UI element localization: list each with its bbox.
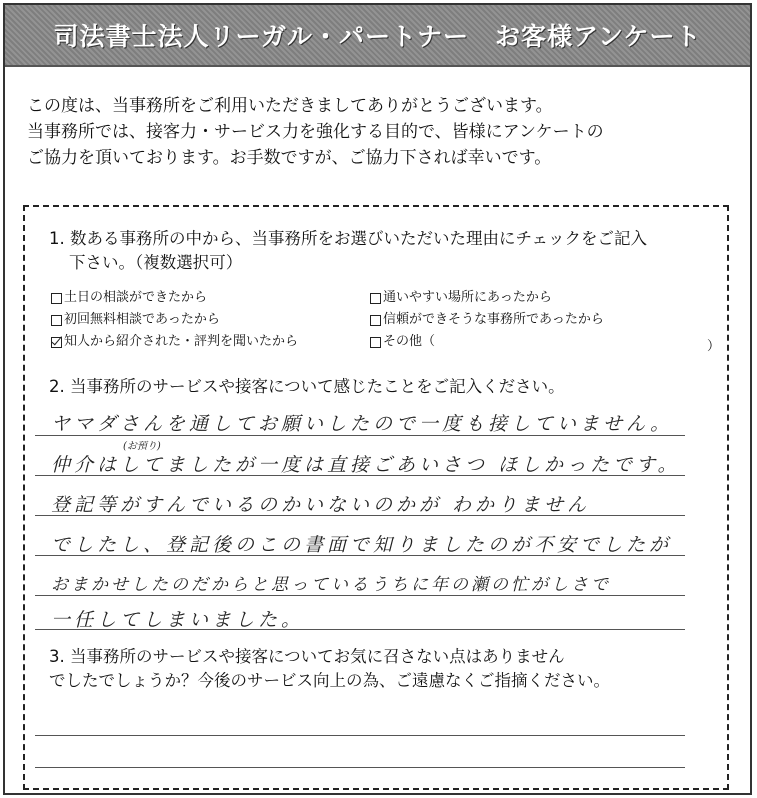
option-label: 通いやすい場所にあったから <box>383 290 552 305</box>
other-close-paren: ） <box>707 339 721 354</box>
handwritten-answer-line: でしたし、登記後のこの書面で知りましたのが不安でしたが <box>51 534 673 556</box>
checkbox[interactable] <box>51 293 62 304</box>
question-2: 2. 当事務所のサービスや接客について感じたことをご記入ください。 <box>49 377 565 396</box>
question-1-line1: 1. 数ある事務所の中から、当事務所をお選びいただいた理由にチェックをご記入 <box>49 229 647 248</box>
option-weekend[interactable] <box>51 289 207 307</box>
question-3-line1: 3. 当事務所のサービスや接客についてお気に召さない点はありません <box>49 647 565 666</box>
intro-line: ご協力を頂いております。お手数ですが、ご協力下されば幸いです。 <box>27 148 552 168</box>
handwritten-answer-line: 一任してしまいました。 <box>51 609 305 631</box>
question-3-line2: でしたでしょうか？今後のサービス向上の為、ご遠慮なくご指摘ください。 <box>49 671 610 690</box>
option-label: 土日の相談ができたから <box>64 290 208 305</box>
handwritten-annotation: (お預り) <box>123 441 161 452</box>
answer-rule <box>35 595 685 596</box>
question-box <box>23 205 729 790</box>
option-free-consult[interactable] <box>51 311 220 329</box>
checkbox[interactable] <box>51 315 62 326</box>
checkbox-checked[interactable] <box>51 337 62 348</box>
checkbox[interactable] <box>370 293 381 304</box>
option-location[interactable] <box>370 289 552 307</box>
option-label: 信頼ができそうな事務所であったから <box>383 312 604 327</box>
intro-line: この度は、当事務所をご利用いただきましてありがとうございます。 <box>27 96 553 116</box>
answer-rule <box>35 767 685 768</box>
handwritten-answer-line: おまかせしたのだからと思っているうちに年の瀬の忙がしさで <box>51 575 611 595</box>
survey-sheet <box>3 3 752 795</box>
option-other[interactable] <box>370 333 435 351</box>
checkbox[interactable] <box>370 315 381 326</box>
option-label: 知人から紹介された・評判を聞いたから <box>64 334 299 349</box>
question-1-line2: 下さい。（複数選択可） <box>69 253 243 272</box>
header-banner <box>5 5 750 67</box>
intro-line: 当事務所では、接客力・サービス力を強化する目的で、皆様にアンケートの <box>27 122 604 142</box>
intro-text <box>27 93 727 171</box>
question-3 <box>49 645 610 693</box>
option-referral[interactable] <box>51 333 298 351</box>
handwritten-answer-line: 仲介はしてましたが一度は直接ごあいさつ ほしかったです。 <box>51 454 681 476</box>
answer-rule <box>35 735 685 736</box>
handwritten-answer-line: 登記等がすんでいるのかいないのかが わかりません <box>51 494 591 516</box>
checkbox[interactable] <box>370 337 381 348</box>
option-trust[interactable] <box>370 311 604 329</box>
page-title: 司法書士法人リーガル・パートナー お客様アンケート <box>53 22 702 51</box>
option-label: 初回無料相談であったから <box>64 312 220 327</box>
question-1 <box>49 227 647 275</box>
handwritten-answer-line: ヤマダさんを通してお願いしたので一度も接していません。 <box>51 413 674 435</box>
option-label: その他（ <box>383 334 436 349</box>
